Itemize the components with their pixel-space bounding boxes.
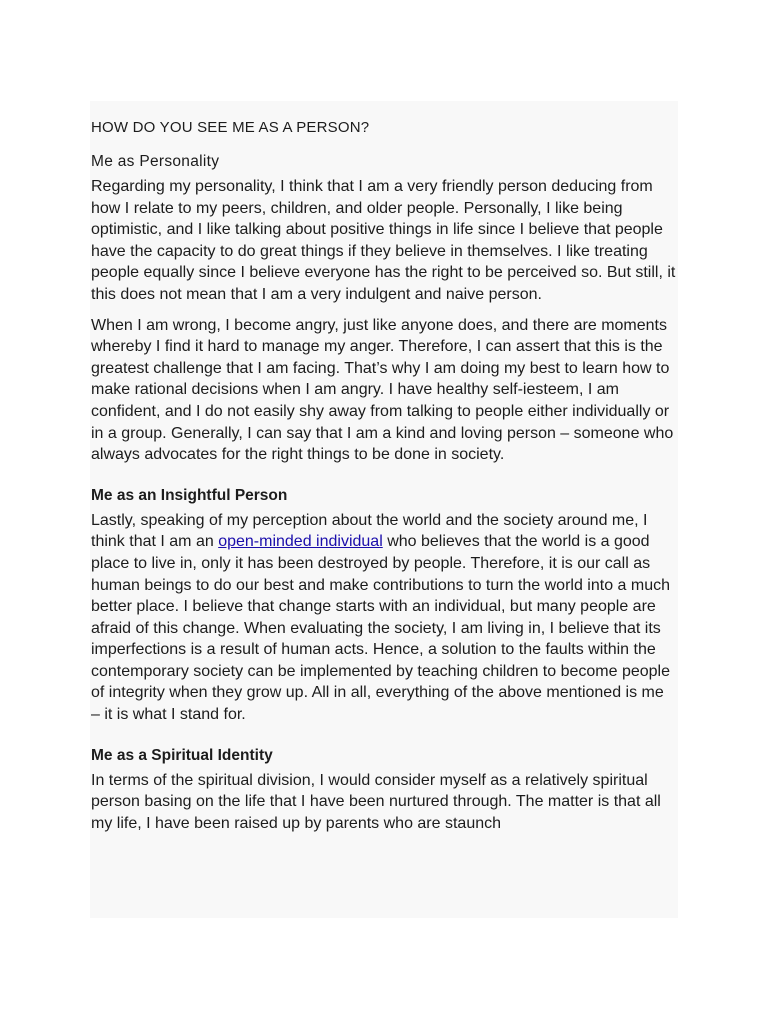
section-heading-spiritual: Me as a Spiritual Identity <box>91 746 273 764</box>
paragraph-insightful-text-end: who believes that the world is a good place to live in, only it has been destroyed by people. Therefore, it is our call as human beings to do our best and make contributions to turn the world into a much better place. I believe that change starts with an individual, but many people are afraid of this change. When evaluating the society, I am living in, I believe that its imperfections is a result of human acts. Hence, a solution to the faults within the contemporary society can be implemented by teaching children to become people of integrity when they grow up. All in all, everything of the above mentioned is me – it is what I stand for. <box>91 533 671 724</box>
paragraph-spiritual: In terms of the spiritual division, I would consider myself as a relatively spiritual person basing on the life that I have been nurtured through. The matter is that all my life, I have been raised up by parents who are staunch <box>91 771 661 832</box>
section-heading-insightful: Me as an Insightful Person <box>91 486 288 504</box>
paragraph-insightful-text-start: Lastly, speaking of my perception about the world and the society around me, I think that I am an <box>91 511 648 551</box>
document-content <box>91 118 677 843</box>
paragraph-personality-1: Regarding my personality, I think that I am a very friendly person deducing from how I relate to my peers, children, and older people. Personally, I like being optimistic, and I like talking about positive things in life since I believe that people have the capacity to do great things if they believe in themselves. I like treating people equally since I believe everyone has the right to be perceived so. But still, it this does not mean that I am a very indulgent and naive person. <box>91 178 676 303</box>
document-title: HOW DO YOU SEE ME AS A PERSON? <box>91 119 370 136</box>
paragraph-insightful <box>91 510 677 726</box>
section-heading-personality: Me as Personality <box>91 153 220 170</box>
document-page <box>90 101 678 918</box>
open-minded-individual-link[interactable]: open-minded individual <box>218 533 383 551</box>
paragraph-personality-2: When I am wrong, I become angry, just like anyone does, and there are moments whereby I find it hard to manage my anger. Therefore, I can assert that this is the greatest challenge that I am facing. That’s why I am doing my best to learn how to make rational decisions when I am angry. I have healthy self-iesteem, I am confident, and I do not easily shy away from talking to people either individually or in a group. Generally, I can say that I am a kind and loving person – someone who always advocates for the right things to be done in society. <box>91 316 674 464</box>
